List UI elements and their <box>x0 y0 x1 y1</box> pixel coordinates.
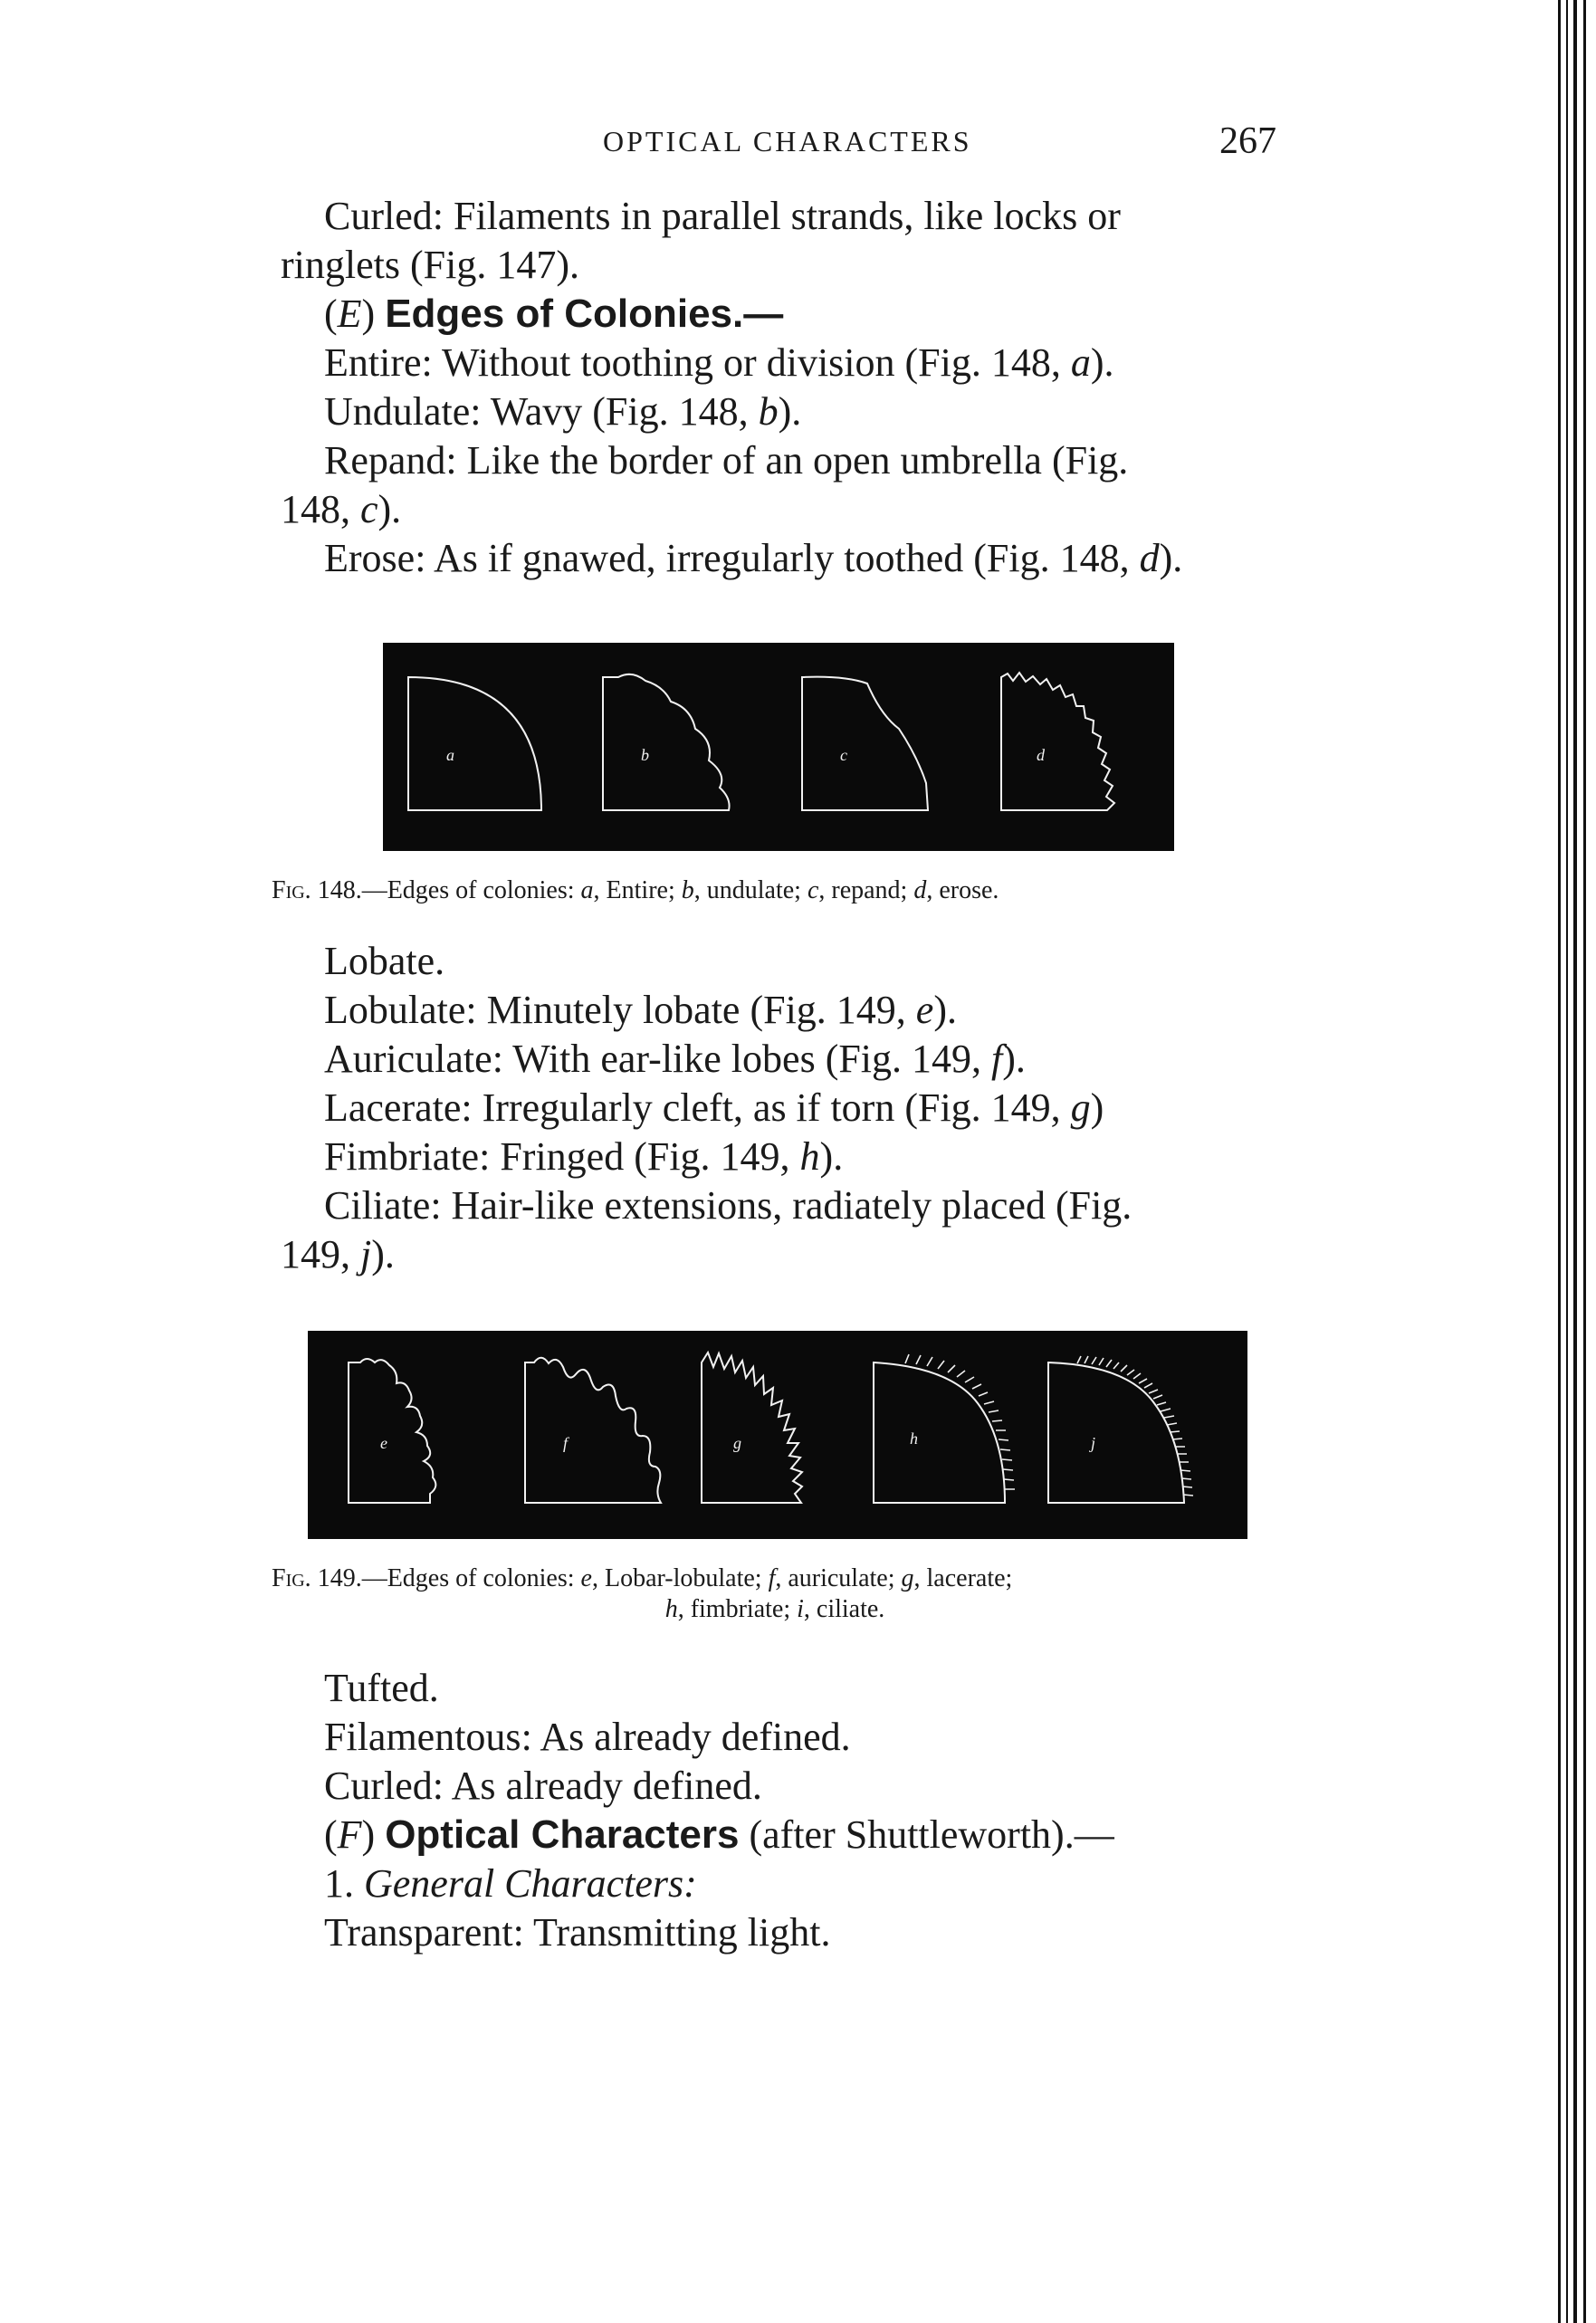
figure-148-label: d <box>1037 746 1045 764</box>
figure-149-label: f <box>563 1434 569 1452</box>
caption-figure-149-line1: Fig. 149.—Edges of colonies: e, Lobar-lobulate; f, auriculate; g, lacerate; <box>272 1564 1013 1592</box>
page-edge-line <box>1566 0 1568 2323</box>
colony-edge-ciliate <box>1048 1362 1184 1503</box>
paragraph-lobulate: Lobulate: Minutely lobate (Fig. 149, e). <box>324 988 957 1032</box>
paragraph-lobate: Lobate. <box>324 939 445 983</box>
colony-edge-auriculate <box>525 1358 661 1503</box>
paragraph-auriculate: Auriculate: With ear-like lobes (Fig. 149, f). <box>324 1037 1026 1081</box>
figure-148-label: c <box>840 746 847 764</box>
figure-149-label: g <box>733 1434 741 1452</box>
caption-figure-148: Fig. 148.—Edges of colonies: a, Entire; b, undulate; c, repand; d, erose. <box>272 876 999 904</box>
paragraph-curled-cont: ringlets (Fig. 147). <box>281 243 579 287</box>
caption-figure-149-line2: h, fimbriate; i, ciliate. <box>664 1595 885 1623</box>
paragraph-tufted: Tufted. <box>324 1666 439 1710</box>
paragraph-filamentous: Filamentous: As already defined. <box>324 1715 851 1759</box>
paragraph-ciliate-cont: 149, j). <box>281 1232 395 1276</box>
subheading-general-characters: 1. General Characters: <box>324 1861 697 1906</box>
colony-edge-erose <box>1001 673 1114 810</box>
paragraph-fimbriate: Fimbriate: Fringed (Fig. 149, h). <box>324 1134 844 1179</box>
paragraph-curled-again: Curled: As already defined. <box>324 1764 762 1808</box>
paragraph-lacerate: Lacerate: Irregularly cleft, as if torn (Fig. 149, g) <box>324 1085 1104 1130</box>
colony-edge-repand <box>802 677 928 810</box>
paragraph-erose: Erose: As if gnawed, irregularly toothed (Fig. 148, d). <box>324 536 1183 580</box>
figure-148 <box>383 643 1174 851</box>
colony-edge-lobulate <box>349 1359 435 1503</box>
colony-edge-fimbriate <box>874 1362 1005 1503</box>
paragraph-undulate: Undulate: Wavy (Fig. 148, b). <box>324 389 802 434</box>
paragraph-ciliate: Ciliate: Hair-like extensions, radiately placed (Fig. <box>324 1183 1132 1228</box>
page-number: 267 <box>1219 120 1276 162</box>
paragraph-entire: Entire: Without toothing or division (Fig. 148, a). <box>324 340 1114 385</box>
text-block-bottom <box>281 1664 1276 1957</box>
paragraph-repand: Repand: Like the border of an open umbrella (Fig. <box>324 438 1129 483</box>
figure-148-label: b <box>641 746 649 764</box>
colony-edge-undulate <box>603 674 730 810</box>
text-block-middle <box>281 937 1276 1279</box>
colony-edge-entire <box>408 677 541 810</box>
heading-optical-characters: (F) Optical Characters (after Shuttleworth).— <box>324 1812 1114 1857</box>
page-edge-line <box>1558 0 1561 2323</box>
paragraph-repand-cont: 148, c). <box>281 487 402 531</box>
heading-edges-of-colonies: (E) Edges of Colonies.— <box>324 292 784 336</box>
figure-148-label: a <box>446 746 454 764</box>
paragraph-transparent: Transparent: Transmitting light. <box>324 1910 831 1955</box>
running-header <box>281 119 1276 165</box>
figure-149-label: h <box>910 1429 918 1448</box>
page-edge-line <box>1573 0 1577 2323</box>
page-edge-line <box>1583 0 1586 2323</box>
paragraph-curled: Curled: Filaments in parallel strands, like locks or <box>324 194 1121 238</box>
figure-149-label: e <box>380 1434 387 1452</box>
colony-edge-lacerate <box>702 1353 802 1503</box>
running-title: OPTICAL CHARACTERS <box>603 125 972 158</box>
figure-149-label: j <box>1091 1434 1096 1452</box>
text-block-top <box>281 192 1276 583</box>
figure-149 <box>308 1331 1247 1539</box>
caption-figure-149 <box>272 1563 1278 1625</box>
